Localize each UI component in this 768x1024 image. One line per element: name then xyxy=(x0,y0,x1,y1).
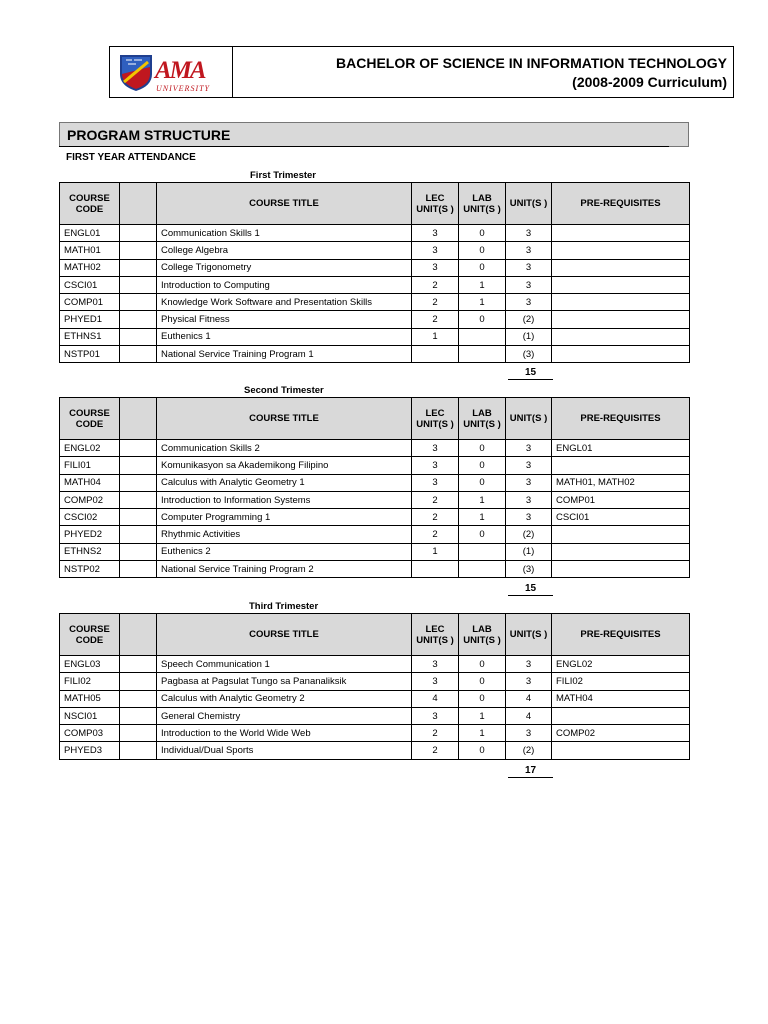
header-lec-units: LEC UNIT(S ) xyxy=(412,398,459,440)
units-cell: 3 xyxy=(506,225,552,242)
header-course-title: COURSE TITLE xyxy=(157,183,412,225)
prerequisites-cell xyxy=(552,346,690,363)
lec-units-cell: 3 xyxy=(412,474,459,491)
university-logo xyxy=(110,47,233,97)
trimester-total-units: 15 xyxy=(508,583,553,596)
lab-units-cell xyxy=(459,346,506,363)
lab-units-cell: 0 xyxy=(459,673,506,690)
header-prerequisites: PRE-REQUISITES xyxy=(552,183,690,225)
course-title-cell: National Service Training Program 2 xyxy=(157,561,412,578)
prerequisites-cell xyxy=(552,294,690,311)
course-title-cell: Communication Skills 1 xyxy=(157,225,412,242)
lab-units-cell: 0 xyxy=(459,690,506,707)
prerequisites-cell xyxy=(552,457,690,474)
header-course-code: COURSE CODE xyxy=(60,614,120,656)
header-lab-units: LAB UNIT(S ) xyxy=(459,398,506,440)
course-title-cell: National Service Training Program 1 xyxy=(157,346,412,363)
lec-units-cell: 2 xyxy=(412,725,459,742)
lec-units-cell: 2 xyxy=(412,311,459,328)
blank-cell xyxy=(120,707,157,724)
prerequisites-cell: ENGL02 xyxy=(552,656,690,673)
table-row xyxy=(60,656,690,673)
lec-units-cell: 2 xyxy=(412,294,459,311)
table-row xyxy=(60,225,690,242)
lec-units-cell: 2 xyxy=(412,276,459,293)
table-row xyxy=(60,294,690,311)
course-title-cell: Euthenics 1 xyxy=(157,328,412,345)
units-cell: 3 xyxy=(506,491,552,508)
blank-cell xyxy=(120,656,157,673)
crest-icon xyxy=(116,52,156,92)
lab-units-cell: 0 xyxy=(459,225,506,242)
prerequisites-cell: MATH04 xyxy=(552,690,690,707)
blank-cell xyxy=(120,509,157,526)
units-cell: (3) xyxy=(506,346,552,363)
course-code-cell: PHYED1 xyxy=(60,311,120,328)
blank-cell xyxy=(120,491,157,508)
course-code-cell: NSTP02 xyxy=(60,561,120,578)
table-row xyxy=(60,457,690,474)
table-row xyxy=(60,742,690,759)
course-title-cell: Communication Skills 2 xyxy=(157,440,412,457)
prerequisites-cell xyxy=(552,225,690,242)
course-code-cell: ENGL03 xyxy=(60,656,120,673)
prerequisites-cell xyxy=(552,328,690,345)
course-code-cell: MATH02 xyxy=(60,259,120,276)
course-code-cell: FILI01 xyxy=(60,457,120,474)
blank-cell xyxy=(120,276,157,293)
units-cell: 3 xyxy=(506,242,552,259)
units-cell: 3 xyxy=(506,474,552,491)
lab-units-cell: 1 xyxy=(459,491,506,508)
course-code-cell: FILI02 xyxy=(60,673,120,690)
logo-wordmark: AMA xyxy=(155,57,205,84)
units-cell: (1) xyxy=(506,543,552,560)
blank-cell xyxy=(120,543,157,560)
course-title-cell: Individual/Dual Sports xyxy=(157,742,412,759)
table-row xyxy=(60,276,690,293)
units-cell: 3 xyxy=(506,673,552,690)
course-code-cell: MATH04 xyxy=(60,474,120,491)
course-title-cell: College Algebra xyxy=(157,242,412,259)
blank-cell xyxy=(120,328,157,345)
curriculum-year: (2008-2009 Curriculum) xyxy=(572,74,727,90)
blank-cell xyxy=(120,311,157,328)
prerequisites-cell: MATH01, MATH02 xyxy=(552,474,690,491)
units-cell: 3 xyxy=(506,440,552,457)
table-row xyxy=(60,328,690,345)
blank-cell xyxy=(120,673,157,690)
header-prerequisites: PRE-REQUISITES xyxy=(552,614,690,656)
blank-cell xyxy=(120,294,157,311)
course-title-cell: Calculus with Analytic Geometry 2 xyxy=(157,690,412,707)
table-header-row xyxy=(60,398,690,440)
course-title-cell: Computer Programming 1 xyxy=(157,509,412,526)
blank-cell xyxy=(120,242,157,259)
prerequisites-cell xyxy=(552,242,690,259)
table-row xyxy=(60,242,690,259)
header-lec-units: LEC UNIT(S ) xyxy=(412,614,459,656)
units-cell: (2) xyxy=(506,742,552,759)
course-title-cell: Calculus with Analytic Geometry 1 xyxy=(157,474,412,491)
lec-units-cell: 2 xyxy=(412,526,459,543)
table-row xyxy=(60,526,690,543)
prerequisites-cell: ENGL01 xyxy=(552,440,690,457)
table-row xyxy=(60,543,690,560)
section-divider xyxy=(59,146,669,147)
lab-units-cell: 1 xyxy=(459,707,506,724)
course-code-cell: ENGL01 xyxy=(60,225,120,242)
lab-units-cell: 0 xyxy=(459,656,506,673)
lab-units-cell: 0 xyxy=(459,242,506,259)
header-units: UNIT(S ) xyxy=(506,398,552,440)
prerequisites-cell xyxy=(552,543,690,560)
lab-units-cell xyxy=(459,543,506,560)
lec-units-cell: 4 xyxy=(412,690,459,707)
blank-cell xyxy=(120,474,157,491)
lec-units-cell: 3 xyxy=(412,259,459,276)
course-code-cell: NSCI01 xyxy=(60,707,120,724)
course-code-cell: ETHNS2 xyxy=(60,543,120,560)
units-cell: 3 xyxy=(506,259,552,276)
header-blank xyxy=(120,183,157,225)
course-title-cell: Knowledge Work Software and Presentation Skills xyxy=(157,294,412,311)
prerequisites-cell xyxy=(552,526,690,543)
table-row xyxy=(60,474,690,491)
prerequisites-cell xyxy=(552,707,690,724)
table-row xyxy=(60,440,690,457)
header-units: UNIT(S ) xyxy=(506,183,552,225)
course-code-cell: COMP01 xyxy=(60,294,120,311)
course-table xyxy=(59,613,690,760)
course-code-cell: MATH05 xyxy=(60,690,120,707)
lab-units-cell: 0 xyxy=(459,440,506,457)
units-cell: (2) xyxy=(506,311,552,328)
lec-units-cell: 1 xyxy=(412,543,459,560)
lec-units-cell: 3 xyxy=(412,225,459,242)
lec-units-cell: 3 xyxy=(412,656,459,673)
lec-units-cell: 3 xyxy=(412,440,459,457)
units-cell: (2) xyxy=(506,526,552,543)
lab-units-cell: 1 xyxy=(459,294,506,311)
prerequisites-cell: COMP01 xyxy=(552,491,690,508)
lec-units-cell: 2 xyxy=(412,491,459,508)
table-row xyxy=(60,561,690,578)
lec-units-cell: 3 xyxy=(412,673,459,690)
units-cell: 4 xyxy=(506,690,552,707)
course-code-cell: MATH01 xyxy=(60,242,120,259)
header-units: UNIT(S ) xyxy=(506,614,552,656)
header-blank xyxy=(120,614,157,656)
course-code-cell: COMP03 xyxy=(60,725,120,742)
table-header-row xyxy=(60,183,690,225)
lab-units-cell: 0 xyxy=(459,457,506,474)
lec-units-cell: 3 xyxy=(412,457,459,474)
prerequisites-cell: CSCI01 xyxy=(552,509,690,526)
course-table xyxy=(59,182,690,363)
course-title-cell: Introduction to the World Wide Web xyxy=(157,725,412,742)
prerequisites-cell xyxy=(552,259,690,276)
units-cell: 3 xyxy=(506,457,552,474)
lab-units-cell: 1 xyxy=(459,276,506,293)
units-cell: (3) xyxy=(506,561,552,578)
units-cell: 4 xyxy=(506,707,552,724)
course-code-cell: PHYED3 xyxy=(60,742,120,759)
prerequisites-cell xyxy=(552,561,690,578)
document-header xyxy=(109,46,734,98)
course-title-cell: Physical Fitness xyxy=(157,311,412,328)
lec-units-cell xyxy=(412,561,459,578)
section-title: PROGRAM STRUCTURE xyxy=(67,127,231,143)
table-row xyxy=(60,509,690,526)
lec-units-cell: 2 xyxy=(412,742,459,759)
lab-units-cell: 1 xyxy=(459,725,506,742)
blank-cell xyxy=(120,346,157,363)
header-prerequisites: PRE-REQUISITES xyxy=(552,398,690,440)
course-title-cell: Introduction to Computing xyxy=(157,276,412,293)
lec-units-cell xyxy=(412,346,459,363)
trimester-total-units: 15 xyxy=(508,367,553,380)
table-row xyxy=(60,725,690,742)
header-course-code: COURSE CODE xyxy=(60,398,120,440)
units-cell: 3 xyxy=(506,276,552,293)
lab-units-cell: 0 xyxy=(459,474,506,491)
lab-units-cell xyxy=(459,328,506,345)
course-title-cell: General Chemistry xyxy=(157,707,412,724)
units-cell: 3 xyxy=(506,294,552,311)
prerequisites-cell: FILI02 xyxy=(552,673,690,690)
prerequisites-cell xyxy=(552,311,690,328)
blank-cell xyxy=(120,526,157,543)
course-title-cell: Rhythmic Activities xyxy=(157,526,412,543)
units-cell: (1) xyxy=(506,328,552,345)
logo-subtitle: UNIVERSITY xyxy=(156,84,210,93)
lab-units-cell: 1 xyxy=(459,509,506,526)
section-header xyxy=(59,122,689,147)
header-lab-units: LAB UNIT(S ) xyxy=(459,183,506,225)
trimester-total-units: 17 xyxy=(508,765,553,778)
blank-cell xyxy=(120,259,157,276)
header-lab-units: LAB UNIT(S ) xyxy=(459,614,506,656)
lab-units-cell: 0 xyxy=(459,742,506,759)
trimester-label: Third Trimester xyxy=(249,601,319,612)
course-title-cell: Pagbasa at Pagsulat Tungo sa Pananaliksik xyxy=(157,673,412,690)
header-blank xyxy=(120,398,157,440)
blank-cell xyxy=(120,561,157,578)
lec-units-cell: 1 xyxy=(412,328,459,345)
lab-units-cell: 0 xyxy=(459,526,506,543)
blank-cell xyxy=(120,457,157,474)
table-row xyxy=(60,491,690,508)
course-code-cell: ETHNS1 xyxy=(60,328,120,345)
blank-cell xyxy=(120,690,157,707)
header-course-title: COURSE TITLE xyxy=(157,614,412,656)
table-row xyxy=(60,690,690,707)
lec-units-cell: 3 xyxy=(412,707,459,724)
trimester-label: First Trimester xyxy=(250,170,316,181)
units-cell: 3 xyxy=(506,509,552,526)
table-row xyxy=(60,311,690,328)
course-code-cell: NSTP01 xyxy=(60,346,120,363)
course-code-cell: CSCI02 xyxy=(60,509,120,526)
table-row xyxy=(60,259,690,276)
lec-units-cell: 2 xyxy=(412,509,459,526)
prerequisites-cell: COMP02 xyxy=(552,725,690,742)
units-cell: 3 xyxy=(506,656,552,673)
prerequisites-cell xyxy=(552,276,690,293)
program-title: BACHELOR OF SCIENCE IN INFORMATION TECHNOLOGY xyxy=(336,55,727,71)
table-row xyxy=(60,707,690,724)
header-course-code: COURSE CODE xyxy=(60,183,120,225)
course-table xyxy=(59,397,690,578)
prerequisites-cell xyxy=(552,742,690,759)
lec-units-cell: 3 xyxy=(412,242,459,259)
course-code-cell: COMP02 xyxy=(60,491,120,508)
course-title-cell: Introduction to Information Systems xyxy=(157,491,412,508)
header-course-title: COURSE TITLE xyxy=(157,398,412,440)
trimester-label: Second Trimester xyxy=(244,385,324,396)
units-cell: 3 xyxy=(506,725,552,742)
table-header-row xyxy=(60,614,690,656)
course-title-cell: Komunikasyon sa Akademikong Filipino xyxy=(157,457,412,474)
lab-units-cell: 0 xyxy=(459,311,506,328)
course-code-cell: ENGL02 xyxy=(60,440,120,457)
course-title-cell: Euthenics 2 xyxy=(157,543,412,560)
course-title-cell: College Trigonometry xyxy=(157,259,412,276)
blank-cell xyxy=(120,725,157,742)
lab-units-cell: 0 xyxy=(459,259,506,276)
blank-cell xyxy=(120,225,157,242)
year-label: FIRST YEAR ATTENDANCE xyxy=(66,152,196,163)
course-title-cell: Speech Communication 1 xyxy=(157,656,412,673)
header-lec-units: LEC UNIT(S ) xyxy=(412,183,459,225)
blank-cell xyxy=(120,440,157,457)
blank-cell xyxy=(120,742,157,759)
course-code-cell: CSCI01 xyxy=(60,276,120,293)
table-row xyxy=(60,346,690,363)
course-code-cell: PHYED2 xyxy=(60,526,120,543)
table-row xyxy=(60,673,690,690)
lab-units-cell xyxy=(459,561,506,578)
